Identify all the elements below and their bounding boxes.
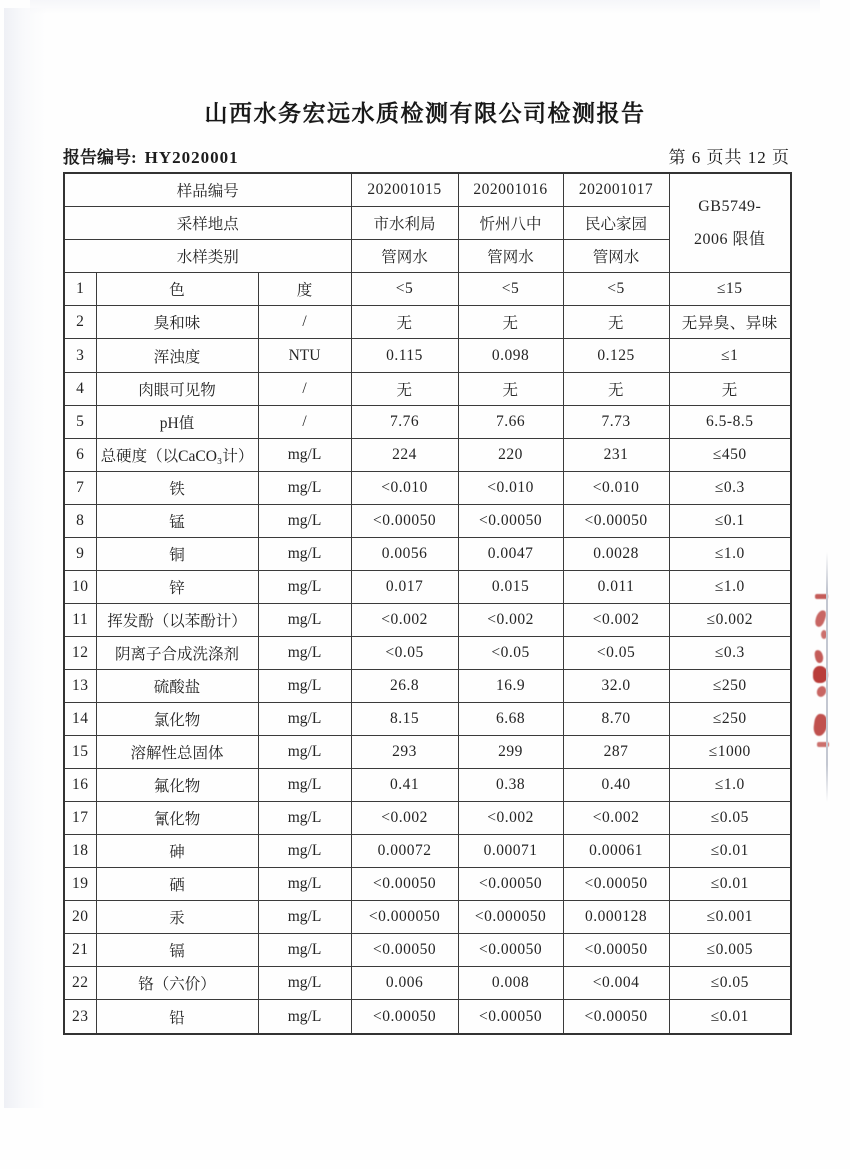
value-sample-1: <0.05 — [351, 636, 458, 669]
value-sample-2: 299 — [458, 736, 563, 769]
value-sample-2: 220 — [458, 438, 563, 471]
value-sample-3: 8.70 — [563, 703, 669, 736]
table-row — [64, 835, 791, 868]
value-sample-3: 无 — [563, 306, 669, 339]
unit: / — [258, 405, 351, 438]
value-sample-2: 0.00071 — [458, 835, 563, 868]
limit-value: ≤1.0 — [669, 537, 791, 570]
value-sample-1: <0.00050 — [351, 868, 458, 901]
value-sample-1: <0.002 — [351, 802, 458, 835]
limit-value: ≤0.05 — [669, 967, 791, 1000]
param-name: 锌 — [96, 570, 258, 603]
table-row — [64, 1000, 791, 1034]
page-indicator: 第 6 页共 12 页 — [668, 148, 790, 167]
table-row — [64, 669, 791, 702]
sample-3-location: 民心家园 — [563, 207, 669, 240]
table-row — [64, 405, 791, 438]
value-sample-2: 7.66 — [458, 405, 563, 438]
param-name: 氯化物 — [96, 703, 258, 736]
row-number: 5 — [64, 405, 96, 438]
sample-3-type: 管网水 — [563, 240, 669, 273]
sample-1-type: 管网水 — [351, 240, 458, 273]
value-sample-3: 287 — [563, 736, 669, 769]
unit: mg/L — [258, 736, 351, 769]
row-number: 3 — [64, 339, 96, 372]
unit: / — [258, 372, 351, 405]
table-row — [64, 471, 791, 504]
value-sample-2: 无 — [458, 372, 563, 405]
value-sample-3: <0.05 — [563, 636, 669, 669]
param-name: 硒 — [96, 868, 258, 901]
value-sample-2: <0.05 — [458, 636, 563, 669]
value-sample-1: 0.115 — [351, 339, 458, 372]
table-row — [64, 306, 791, 339]
limit-value: ≤0.3 — [669, 636, 791, 669]
value-sample-1: <0.00050 — [351, 504, 458, 537]
value-sample-3: <0.010 — [563, 471, 669, 504]
unit: mg/L — [258, 769, 351, 802]
value-sample-2: <0.00050 — [458, 868, 563, 901]
limit-value: ≤1.0 — [669, 570, 791, 603]
row-number: 8 — [64, 504, 96, 537]
value-sample-2: 6.68 — [458, 703, 563, 736]
value-sample-2: 16.9 — [458, 669, 563, 702]
value-sample-2: <0.002 — [458, 802, 563, 835]
unit: mg/L — [258, 967, 351, 1000]
param-name: 砷 — [96, 835, 258, 868]
value-sample-1: 224 — [351, 438, 458, 471]
value-sample-3: 0.0028 — [563, 537, 669, 570]
unit: mg/L — [258, 504, 351, 537]
unit: mg/L — [258, 636, 351, 669]
table-row — [64, 802, 791, 835]
row-number: 18 — [64, 835, 96, 868]
unit: mg/L — [258, 603, 351, 636]
header-row-sample-id — [64, 173, 791, 207]
param-name: 总硬度（以CaCO₃计） — [96, 438, 258, 471]
limit-value: ≤1 — [669, 339, 791, 372]
row-number: 9 — [64, 537, 96, 570]
unit: mg/L — [258, 802, 351, 835]
value-sample-3: 无 — [563, 372, 669, 405]
row-number: 11 — [64, 603, 96, 636]
sample-id-label: 样品编号 — [64, 173, 351, 207]
limit-value: ≤250 — [669, 669, 791, 702]
value-sample-1: 无 — [351, 372, 458, 405]
table-row — [64, 934, 791, 967]
value-sample-2: 无 — [458, 306, 563, 339]
value-sample-2: 0.015 — [458, 570, 563, 603]
results-table — [63, 172, 792, 1035]
scan-shadow-artifact-top — [30, 0, 820, 14]
value-sample-3: <0.00050 — [563, 504, 669, 537]
row-number: 2 — [64, 306, 96, 339]
table-row — [64, 736, 791, 769]
param-name: 肉眼可见物 — [96, 372, 258, 405]
limit-value: ≤250 — [669, 703, 791, 736]
value-sample-2: 0.098 — [458, 339, 563, 372]
unit: mg/L — [258, 471, 351, 504]
param-name: 挥发酚（以苯酚计） — [96, 603, 258, 636]
report-number-label: 报告编号: — [63, 148, 137, 167]
value-sample-3: <0.002 — [563, 802, 669, 835]
limit-header-line1: GB5749- — [698, 197, 762, 215]
row-number: 4 — [64, 372, 96, 405]
limit-value: ≤0.005 — [669, 934, 791, 967]
value-sample-3: <0.00050 — [563, 1000, 669, 1034]
row-number: 22 — [64, 967, 96, 1000]
value-sample-1: 0.0056 — [351, 537, 458, 570]
limit-column-header — [669, 173, 791, 273]
limit-value: ≤1.0 — [669, 769, 791, 802]
row-number: 13 — [64, 669, 96, 702]
unit: mg/L — [258, 868, 351, 901]
row-number: 17 — [64, 802, 96, 835]
unit: mg/L — [258, 901, 351, 934]
sample-3-id: 202001017 — [563, 173, 669, 207]
row-number: 10 — [64, 570, 96, 603]
param-name: 阴离子合成洗涤剂 — [96, 636, 258, 669]
value-sample-1: <0.010 — [351, 471, 458, 504]
row-number: 16 — [64, 769, 96, 802]
unit: NTU — [258, 339, 351, 372]
value-sample-1: <0.00050 — [351, 1000, 458, 1034]
table-row — [64, 636, 791, 669]
location-label: 采样地点 — [64, 207, 351, 240]
value-sample-1: 0.017 — [351, 570, 458, 603]
water-type-label: 水样类别 — [64, 240, 351, 273]
report-meta-row — [63, 143, 790, 168]
limit-value: ≤0.01 — [669, 868, 791, 901]
unit: mg/L — [258, 1000, 351, 1034]
table-row — [64, 703, 791, 736]
param-name: 浑浊度 — [96, 339, 258, 372]
value-sample-1: 无 — [351, 306, 458, 339]
results-tbody — [64, 273, 791, 1034]
value-sample-3: 231 — [563, 438, 669, 471]
table-row — [64, 603, 791, 636]
value-sample-2: <0.00050 — [458, 504, 563, 537]
unit: mg/L — [258, 703, 351, 736]
row-number: 20 — [64, 901, 96, 934]
table-row — [64, 438, 791, 471]
paper-fold-line — [826, 552, 828, 802]
table-row — [64, 273, 791, 306]
value-sample-3: <0.00050 — [563, 868, 669, 901]
limit-value: ≤15 — [669, 273, 791, 306]
limit-value: ≤0.3 — [669, 471, 791, 504]
row-number: 7 — [64, 471, 96, 504]
value-sample-2: 0.38 — [458, 769, 563, 802]
value-sample-3: 32.0 — [563, 669, 669, 702]
limit-value: 无 — [669, 372, 791, 405]
row-number: 14 — [64, 703, 96, 736]
limit-value: ≤0.1 — [669, 504, 791, 537]
row-number: 23 — [64, 1000, 96, 1034]
value-sample-3: <5 — [563, 273, 669, 306]
row-number: 15 — [64, 736, 96, 769]
table-row — [64, 967, 791, 1000]
sample-2-type: 管网水 — [458, 240, 563, 273]
param-name: 色 — [96, 273, 258, 306]
value-sample-2: <0.00050 — [458, 934, 563, 967]
value-sample-1: <0.00050 — [351, 934, 458, 967]
sample-2-id: 202001016 — [458, 173, 563, 207]
limit-value: ≤0.002 — [669, 603, 791, 636]
unit: / — [258, 306, 351, 339]
table-row — [64, 868, 791, 901]
param-name: 硫酸盐 — [96, 669, 258, 702]
value-sample-1: 7.76 — [351, 405, 458, 438]
table-row — [64, 504, 791, 537]
value-sample-2: 0.008 — [458, 967, 563, 1000]
row-number: 21 — [64, 934, 96, 967]
table-row — [64, 372, 791, 405]
sample-1-id: 202001015 — [351, 173, 458, 207]
value-sample-1: <0.000050 — [351, 901, 458, 934]
value-sample-1: 26.8 — [351, 669, 458, 702]
value-sample-1: 0.00072 — [351, 835, 458, 868]
value-sample-1: 0.006 — [351, 967, 458, 1000]
table-row — [64, 570, 791, 603]
page-title: 山西水务宏远水质检测有限公司检测报告 — [204, 101, 646, 126]
row-number: 1 — [64, 273, 96, 306]
scan-shadow-artifact — [4, 8, 46, 1108]
param-name: 氟化物 — [96, 769, 258, 802]
value-sample-1: <5 — [351, 273, 458, 306]
unit: mg/L — [258, 669, 351, 702]
report-number — [63, 143, 239, 168]
param-name: 铜 — [96, 537, 258, 570]
limit-header-line2: 2006 限值 — [694, 231, 766, 249]
value-sample-3: <0.002 — [563, 603, 669, 636]
value-sample-3: 7.73 — [563, 405, 669, 438]
value-sample-1: 293 — [351, 736, 458, 769]
table-row — [64, 339, 791, 372]
unit: mg/L — [258, 835, 351, 868]
unit: mg/L — [258, 934, 351, 967]
param-name: 铬（六价） — [96, 967, 258, 1000]
value-sample-2: <0.000050 — [458, 901, 563, 934]
param-name: 铁 — [96, 471, 258, 504]
value-sample-3: <0.00050 — [563, 934, 669, 967]
row-number: 6 — [64, 438, 96, 471]
limit-value: ≤0.01 — [669, 835, 791, 868]
limit-value: 无异臭、异味 — [669, 306, 791, 339]
param-name: 汞 — [96, 901, 258, 934]
param-name: 溶解性总固体 — [96, 736, 258, 769]
value-sample-3: 0.00061 — [563, 835, 669, 868]
sample-1-location: 市水利局 — [351, 207, 458, 240]
unit: mg/L — [258, 570, 351, 603]
limit-value: ≤0.001 — [669, 901, 791, 934]
row-number: 12 — [64, 636, 96, 669]
value-sample-3: 0.011 — [563, 570, 669, 603]
value-sample-2: <0.00050 — [458, 1000, 563, 1034]
table-row — [64, 537, 791, 570]
param-name: 锰 — [96, 504, 258, 537]
param-name: 镉 — [96, 934, 258, 967]
value-sample-3: <0.004 — [563, 967, 669, 1000]
unit: mg/L — [258, 537, 351, 570]
sample-2-location: 忻州八中 — [458, 207, 563, 240]
table-row — [64, 769, 791, 802]
value-sample-1: <0.002 — [351, 603, 458, 636]
value-sample-1: 0.41 — [351, 769, 458, 802]
limit-value: ≤0.05 — [669, 802, 791, 835]
report-number-value: HY2020001 — [144, 148, 239, 167]
param-name: 臭和味 — [96, 306, 258, 339]
param-name: 氰化物 — [96, 802, 258, 835]
unit: mg/L — [258, 438, 351, 471]
param-name: pH值 — [96, 405, 258, 438]
limit-value: ≤1000 — [669, 736, 791, 769]
limit-value: ≤0.01 — [669, 1000, 791, 1034]
value-sample-3: 0.000128 — [563, 901, 669, 934]
value-sample-3: 0.40 — [563, 769, 669, 802]
value-sample-2: <0.002 — [458, 603, 563, 636]
limit-value: ≤450 — [669, 438, 791, 471]
value-sample-2: <5 — [458, 273, 563, 306]
results-header — [64, 173, 791, 273]
value-sample-1: 8.15 — [351, 703, 458, 736]
row-number: 19 — [64, 868, 96, 901]
value-sample-3: 0.125 — [563, 339, 669, 372]
param-name: 铅 — [96, 1000, 258, 1034]
red-seal-fragment — [808, 592, 840, 762]
table-row — [64, 901, 791, 934]
value-sample-2: 0.0047 — [458, 537, 563, 570]
value-sample-2: <0.010 — [458, 471, 563, 504]
limit-value: 6.5-8.5 — [669, 405, 791, 438]
unit: 度 — [258, 273, 351, 306]
